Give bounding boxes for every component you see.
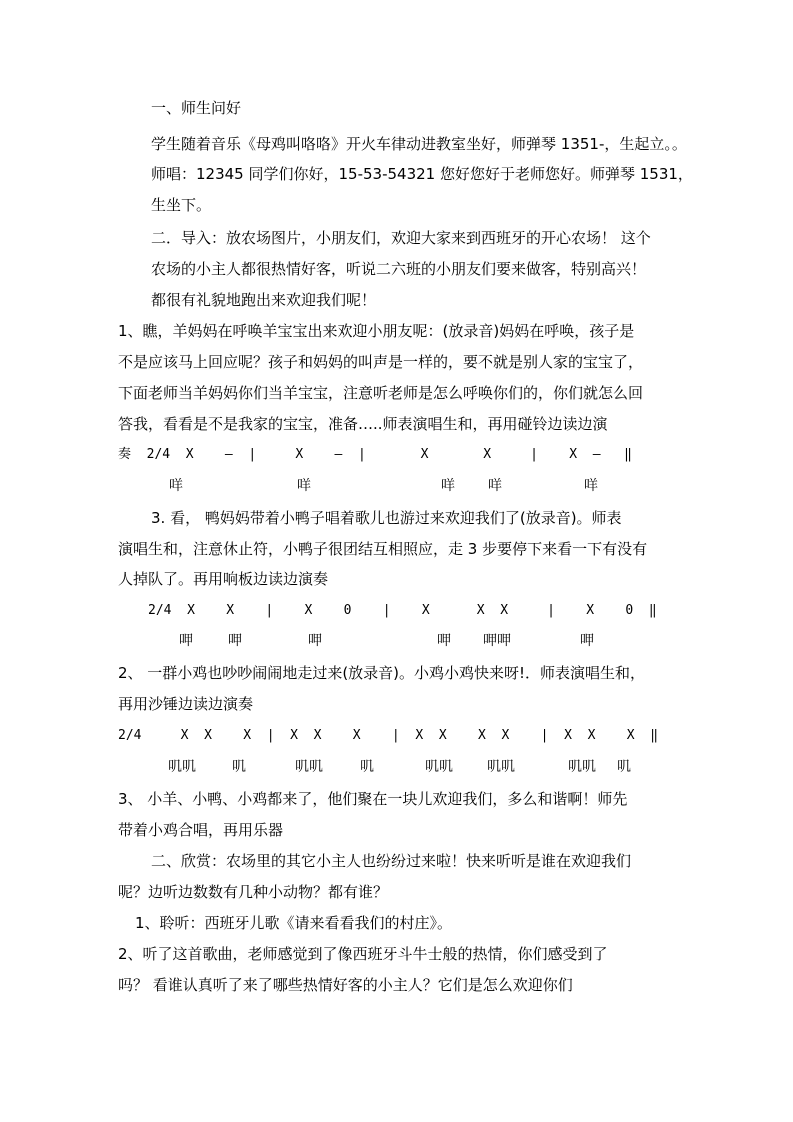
rhythm-lyric: 呷 <box>179 633 193 649</box>
rhythm-lyric: 咩 <box>584 478 598 494</box>
paragraph-line: 带着小鸡合唱，再用乐器 <box>118 821 284 839</box>
rhythm-lyric: 呷呷 <box>483 633 511 649</box>
rhythm-lyric: 叽叽 <box>568 759 596 775</box>
paragraph-line: 师唱：12345 同学们你好，15-53-54321 您好您好于老师您好。师弹琴 1531， <box>151 165 693 183</box>
paragraph-line: 演唱生和，注意休止符，小鸭子很团结互相照应，走 3 步要停下来看一下有没有 <box>118 540 648 558</box>
paragraph-line: 3、 小羊、小鸭、小鸡都来了，他们聚在一块儿欢迎我们，多么和谐啊！师先 <box>118 790 628 808</box>
rhythm-notation-chick: 2/4 X X X | X X X | X X X X | X X X ‖ <box>118 728 659 743</box>
paragraph-line: 答我，看看是不是我家的宝宝，准备…..师表演唱生和，再用碰铃边读边演 <box>118 415 608 433</box>
rhythm-notation-duck: 2/4 X X | X 0 | X X X | X 0 ‖ <box>148 603 657 618</box>
paragraph-line: 3. 看， 鸭妈妈带着小鸭子唱着歌儿也游过来欢迎我们了(放录音)。师表 <box>151 509 622 527</box>
paragraph-line: 下面老师当羊妈妈你们当羊宝宝，注意听老师是怎么呼唤你们的，你们就怎么回 <box>118 384 644 402</box>
rhythm-lyric: 呷 <box>228 633 242 649</box>
paragraph-line: 吗？ 看谁认真听了来了哪些热情好客的小主人？它们是怎么欢迎你们 <box>118 976 573 994</box>
paragraph-line: 再用沙锤边读边演奏 <box>118 695 254 713</box>
rhythm-notation-sheep: 奏 2/4 X — | X — | X X | X — ‖ <box>118 447 632 462</box>
rhythm-lyric: 叽叽 <box>487 759 515 775</box>
paragraph-line: 不是应该马上回应呢？孩子和妈妈的叫声是一样的，要不就是别人家的宝宝了， <box>118 353 644 371</box>
rhythm-lyric: 叽 <box>232 759 246 775</box>
rhythm-lyric: 咩 <box>297 478 311 494</box>
paragraph-line: 生坐下。 <box>151 196 212 214</box>
rhythm-lyric: 叽叽 <box>425 759 453 775</box>
paragraph-line: 1、瞧，羊妈妈在呼唤羊宝宝出来欢迎小朋友呢：(放录音)妈妈在呼唤，孩子是 <box>118 322 635 340</box>
paragraph-line: 学生随着音乐《母鸡叫咯咯》开火车律动进教室坐好，师弹琴 1351-，生起立。。 <box>151 135 687 153</box>
paragraph-line: 呢？边听边数数有几种小动物？都有谁？ <box>118 883 389 901</box>
paragraph-line: 人掉队了。再用响板边读边演奏 <box>118 570 329 588</box>
section-heading-intro: 二．导入：放农场图片，小朋友们，欢迎大家来到西班牙的开心农场！ 这个 <box>151 229 651 247</box>
paragraph-line: 都很有礼貌地跑出来欢迎我们呢！ <box>151 291 377 309</box>
rhythm-lyric: 呷 <box>580 633 594 649</box>
rhythm-lyric: 叽 <box>360 759 374 775</box>
section-heading-greeting: 一、师生问好 <box>151 99 242 117</box>
paragraph-line: 农场的小主人都很热情好客，听说二六班的小朋友们要来做客，特别高兴！ <box>151 260 647 278</box>
rhythm-lyric: 叽 <box>617 759 631 775</box>
rhythm-lyric: 咩 <box>488 478 502 494</box>
paragraph-line: 1、聆听：西班牙儿歌《请来看看我们的村庄》。 <box>135 914 453 932</box>
rhythm-lyric: 咩 <box>169 478 183 494</box>
paragraph-line: 2、 一群小鸡也吵吵闹闹地走过来(放录音)。小鸡小鸡快来呀!．师表演唱生和， <box>118 664 646 682</box>
rhythm-lyric: 咩 <box>441 478 455 494</box>
section-heading-appreciation: 二、欣赏：农场里的其它小主人也纷纷过来啦！快来听听是谁在欢迎我们 <box>151 852 632 870</box>
rhythm-lyric: 呷 <box>437 633 451 649</box>
rhythm-lyric: 呷 <box>308 633 322 649</box>
rhythm-lyric: 叽叽 <box>168 759 196 775</box>
paragraph-line: 2、听了这首歌曲，老师感觉到了像西班牙斗牛士般的热情，你们感受到了 <box>118 945 608 963</box>
rhythm-lyric: 叽叽 <box>295 759 323 775</box>
